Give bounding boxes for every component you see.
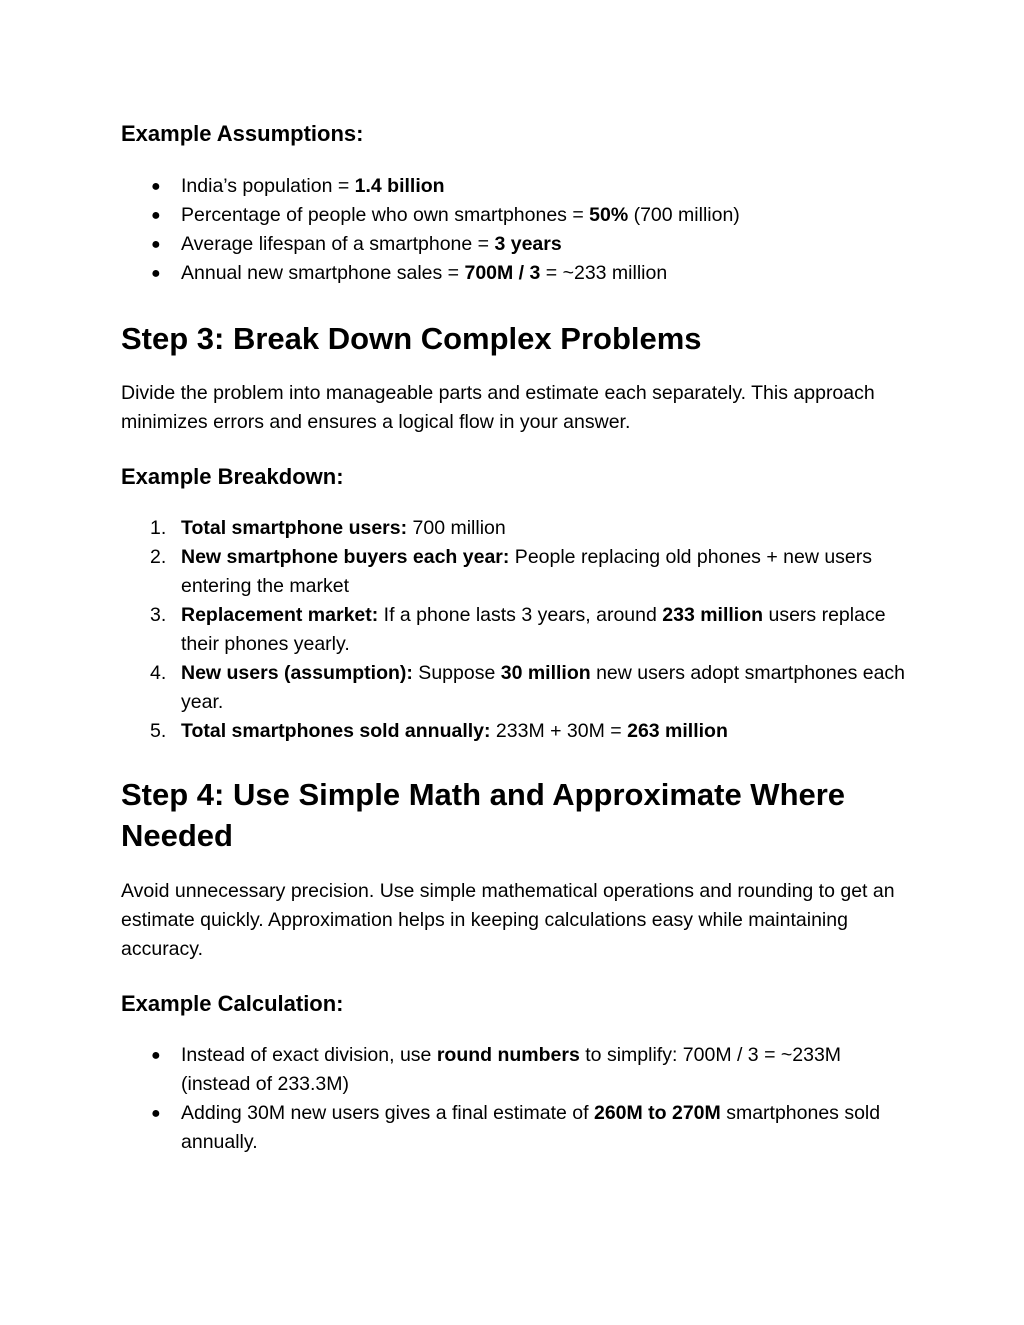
step3-title: Step 3: Break Down Complex Problems [121, 321, 702, 356]
item-label: Total smartphone users: [181, 517, 408, 539]
item-text: Average lifespan of a smartphone = [181, 233, 495, 255]
item-bold: 700M / 3 [464, 262, 541, 284]
list-item [121, 1041, 911, 1099]
list-item [121, 201, 911, 230]
item-label: Replacement market: [181, 604, 379, 626]
item-text: smartphones sold annually. [181, 1102, 881, 1153]
item-bold: 260M to 270M [593, 1102, 721, 1124]
item-label: Total smartphones sold annually: [181, 720, 491, 742]
item-bold: 3 years [494, 233, 562, 255]
breakdown-list [121, 514, 911, 746]
item-label: New smartphone buyers each year: [181, 546, 510, 568]
assumptions-heading: Example Assumptions: [121, 121, 364, 146]
bullet-icon: ● [151, 1105, 161, 1122]
item-bold: 30 million [500, 662, 591, 684]
item-label: New users (assumption): [181, 662, 413, 684]
list-number: 4. [150, 662, 167, 684]
item-bold: 233 million [662, 604, 764, 626]
bullet-icon: ● [151, 178, 161, 195]
list-item [121, 1099, 911, 1157]
item-bold: round numbers [436, 1044, 580, 1066]
item-text: India’s population = [181, 175, 355, 197]
step3-body: Divide the problem into manageable parts and estimate each separately. This approach minimizes errors and ensures a logical flow in your answer. [121, 382, 875, 433]
item-text: Instead of exact division, use [181, 1044, 437, 1066]
assumptions-list [121, 172, 911, 288]
item-bold: 263 million [627, 720, 728, 742]
list-item [121, 259, 911, 288]
item-text: (700 million) [628, 204, 740, 226]
step4-body: Avoid unnecessary precision. Use simple mathematical operations and rounding to get an estimate quickly. Approximation helps in keeping calculations easy while maintaining accuracy. [121, 880, 895, 960]
bullet-icon: ● [151, 1047, 161, 1064]
calculation-heading: Example Calculation: [121, 991, 344, 1016]
item-text: Adding 30M new users gives a final estimate of [181, 1102, 594, 1124]
list-item [121, 514, 911, 543]
list-number: 2. [150, 546, 167, 568]
item-text: If a phone lasts 3 years, around [378, 604, 663, 626]
step4-title: Step 4: Use Simple Math and Approximate Where Needed [121, 777, 846, 853]
bullet-icon: ● [151, 207, 161, 224]
item-text: = ~233 million [540, 262, 668, 284]
list-item [121, 659, 911, 717]
item-text: new users adopt smartphones each year. [181, 662, 906, 713]
list-number: 3. [150, 604, 167, 626]
item-text: Percentage of people who own smartphones = [181, 204, 590, 226]
item-text: 700 million [407, 517, 506, 539]
list-item [121, 601, 911, 659]
bullet-icon: ● [151, 265, 161, 282]
item-text: 233M + 30M = [490, 720, 628, 742]
item-text: users replace their phones yearly. [181, 604, 886, 655]
item-text: People replacing old phones + new users entering the market [181, 546, 873, 597]
item-bold: 50% [589, 204, 629, 226]
item-text: Suppose [412, 662, 501, 684]
list-number: 1. [150, 517, 167, 539]
list-number: 5. [150, 720, 167, 742]
list-item [121, 230, 911, 259]
item-text: to simplify: 700M / 3 = ~233M (instead of 233.3M) [181, 1044, 842, 1095]
breakdown-heading: Example Breakdown: [121, 464, 344, 489]
item-bold: 1.4 billion [354, 175, 445, 197]
item-text: Annual new smartphone sales = [181, 262, 465, 284]
calculation-list [121, 1041, 911, 1157]
list-item [121, 172, 911, 201]
list-item [121, 717, 911, 746]
list-item [121, 543, 911, 601]
bullet-icon: ● [151, 236, 161, 253]
